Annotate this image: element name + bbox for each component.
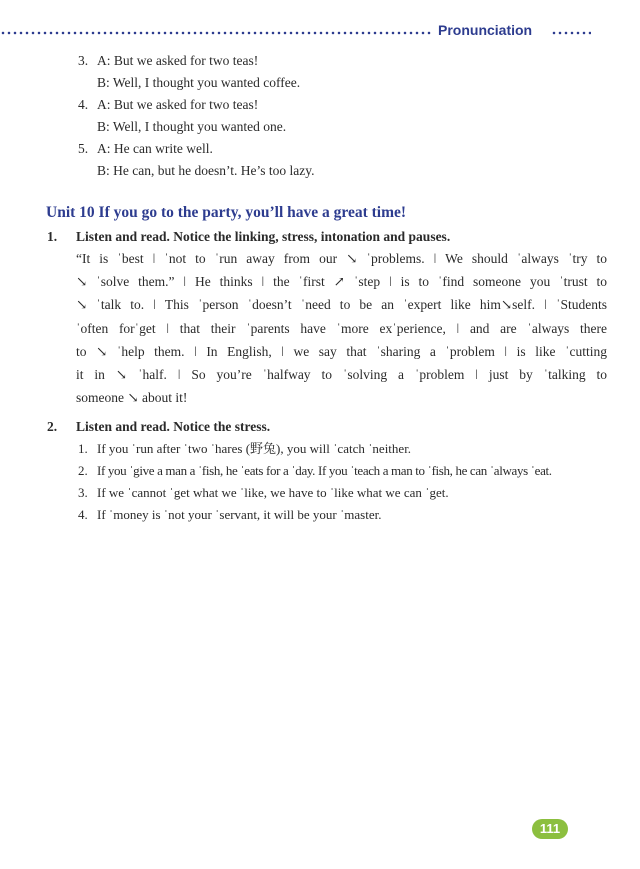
section-2-number: 2.: [47, 419, 58, 434]
dialogue-line-a: A: But we asked for two teas!: [97, 97, 259, 112]
dialogue-line-a: A: But we asked for two teas!: [97, 53, 259, 68]
sentence-number: 4.: [78, 507, 88, 522]
passage-line: ↘ ˈsolve them.” ǀ He thinks ǀ the ˈfirst ↗ ˈstep ǀ is to ˈfind someone you ˈtrust to: [76, 274, 607, 290]
passage-line: ˈoften forˈget ǀ that their ˈparents have ˈmore exˈperience, ǀ and are ˈalways there: [76, 320, 607, 336]
sentence-number: 3.: [78, 485, 88, 500]
dialogue-line-b: B: Well, I thought you wanted coffee.: [97, 75, 301, 90]
sentence-number: 2.: [78, 463, 88, 478]
passage-line: someone ↘ about it!: [76, 390, 188, 406]
sentence-text: If you ˈgive a man a ˈfish, he ˈeats for a ˈday. If you ˈteach a man to ˈfish, he can ˈalways ˈeat.: [97, 463, 552, 478]
sentence-number: 1.: [78, 441, 88, 456]
section-title: Pronunciation: [438, 22, 533, 38]
dialogue-number: 5.: [78, 141, 89, 156]
page-header: [0, 22, 640, 42]
unit-title: Unit 10 If you go to the party, you’ll have a great time!: [46, 204, 407, 221]
reading-passage: [76, 247, 607, 409]
section-1-number: 1.: [47, 229, 58, 244]
passage-line: “It is ˈbest ǀ ˈnot to ˈrun away from our ↘ ˈproblems. ǀ We should ˈalways ˈtry to: [76, 251, 607, 266]
dotted-rule-right: [551, 31, 591, 35]
passage-line: to ↘ ˈhelp them. ǀ In English, ǀ we say that ˈsharing a ˈproblem ǀ is like ˈcutting: [76, 343, 607, 359]
dialogue-line-a: A: He can write well.: [97, 141, 213, 156]
section-2-heading: Listen and read. Notice the stress.: [76, 419, 271, 434]
dialogue-number: 4.: [78, 97, 89, 112]
sentence-text: If you ˈrun after ˈtwo ˈhares (野兔), you will ˈcatch ˈneither.: [97, 441, 412, 456]
passage-line: ↘ ˈtalk to. ǀ This ˈperson ˈdoesn’t ˈneed to be an ˈexpert like him↘self. ǀ ˈStudents: [76, 297, 607, 313]
sentence-text: If ˈmoney is ˈnot your ˈservant, it will be your ˈmaster.: [97, 507, 382, 522]
sentence-text: If we ˈcannot ˈget what we ˈlike, we have to ˈlike what we can ˈget.: [97, 485, 449, 500]
dotted-rule-left: [0, 31, 432, 35]
section-1-heading: Listen and read. Notice the linking, stress, intonation and pauses.: [76, 229, 451, 244]
dialogue-line-b: B: Well, I thought you wanted one.: [97, 119, 287, 134]
passage-line: it in ↘ ˈhalf. ǀ So you’re ˈhalfway to ˈsolving a ˈproblem ǀ just by ˈtalking to: [76, 366, 607, 382]
dialogue-line-b: B: He can, but he doesn’t. He’s too lazy.: [97, 163, 315, 178]
dialogue-number: 3.: [78, 53, 89, 68]
page-number-badge: 111: [532, 819, 568, 839]
